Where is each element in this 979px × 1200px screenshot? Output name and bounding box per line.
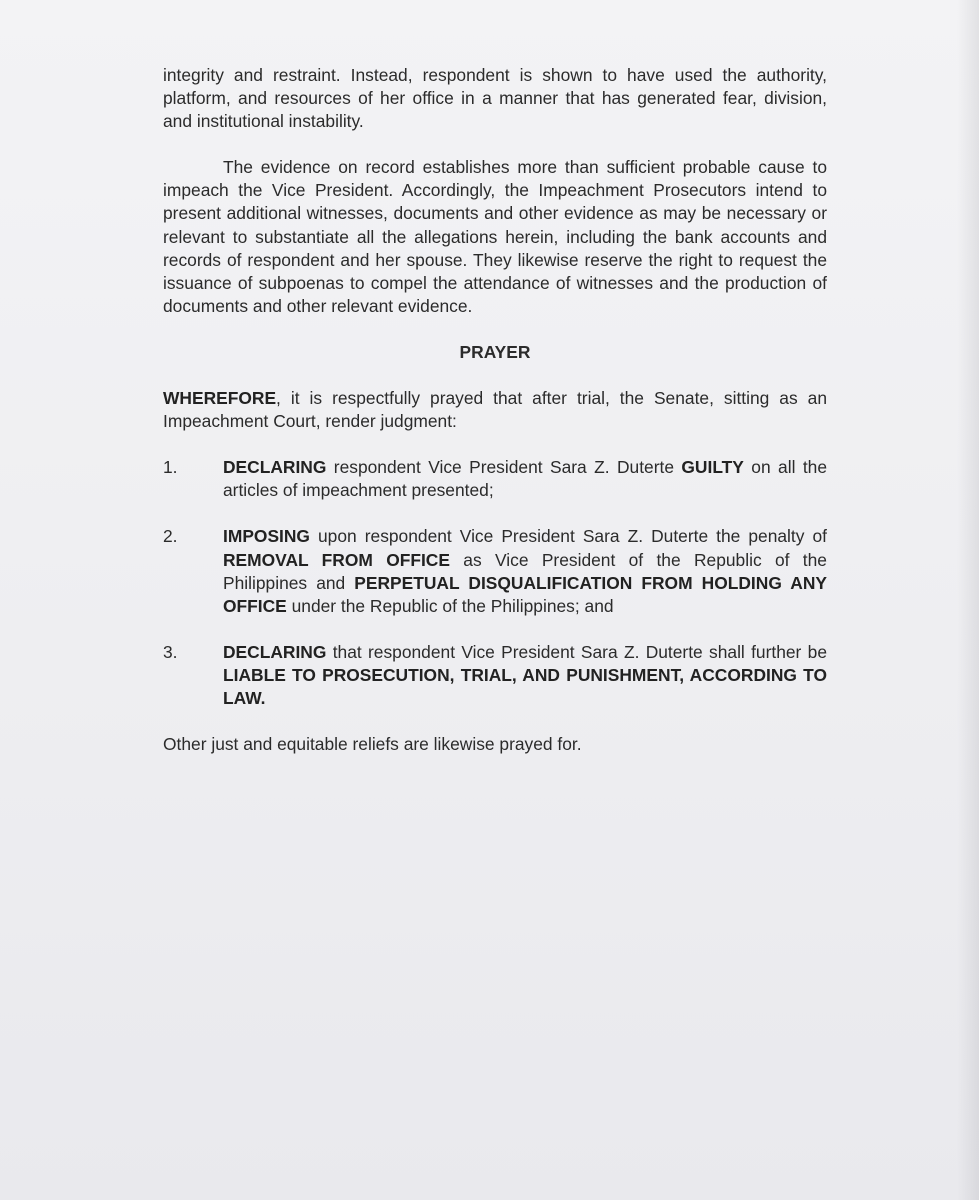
item-bold-text: REMOVAL FROM OFFICE: [223, 549, 450, 570]
paragraph-evidence: The evidence on record establishes more than sufficient probable cause to impeach the Vice President. Accordingly, the Impeachment Prosecutors intend to present additional witnesses, documents and other evidence as may be necessary or relevant to substantiate all the allegations herein, including the bank accounts and records of respondent and her spouse. They likewise reserve the right to request the issuance of subpoenas to compel the attendance of witnesses and the production of documents and other relevant evidence.: [163, 157, 827, 316]
paragraph-closing: Other just and equitable reliefs are likewise prayed for.: [163, 734, 582, 755]
section-heading-prayer: PRAYER: [459, 341, 531, 362]
item-bold-text: DECLARING: [223, 457, 327, 478]
prayer-item-1: [163, 456, 827, 502]
prayer-item-2: [163, 525, 827, 617]
item-text: upon respondent Vice President Sara Z. Duterte the penalty of: [309, 526, 827, 547]
item-bold-text: DECLARING: [223, 641, 327, 662]
item-text: respondent Vice President Sara Z. Duterte: [326, 457, 682, 478]
document-body: [163, 64, 827, 756]
item-number: 2.: [163, 526, 178, 547]
item-bold-text: IMPOSING: [223, 526, 310, 547]
item-bold-text: GUILTY: [681, 457, 744, 478]
item-bold-text: PERPETUAL DISQUALIFICATION FROM HOLDING ANY OFFICE: [223, 572, 827, 616]
wherefore-text: , it is respectfully prayed that after trial, the Senate, sitting as an Impeachment Court, render judgment:: [163, 388, 827, 432]
item-number: 1.: [163, 457, 178, 478]
item-text: on all the articles of impeachment presented;: [223, 457, 828, 501]
wherefore-bold: WHEREFORE: [163, 388, 277, 409]
item-number: 3.: [163, 641, 178, 662]
prayer-item-3: [163, 641, 827, 710]
item-text: under the Republic of the Philippines; and: [286, 595, 614, 616]
item-bold-text: LIABLE TO PROSECUTION, TRIAL, AND PUNISHMENT, ACCORDING TO LAW.: [223, 664, 827, 708]
paragraph-wherefore: [163, 387, 827, 433]
item-text: that respondent Vice President Sara Z. Duterte shall further be: [326, 641, 827, 662]
paragraph-integrity: integrity and restraint. Instead, respondent is shown to have used the authority, platform, and resources of her office in a manner that has generated fear, division, and institutional instability.: [163, 65, 827, 132]
item-text: as Vice President of the Republic of the Philippines and: [223, 549, 827, 593]
